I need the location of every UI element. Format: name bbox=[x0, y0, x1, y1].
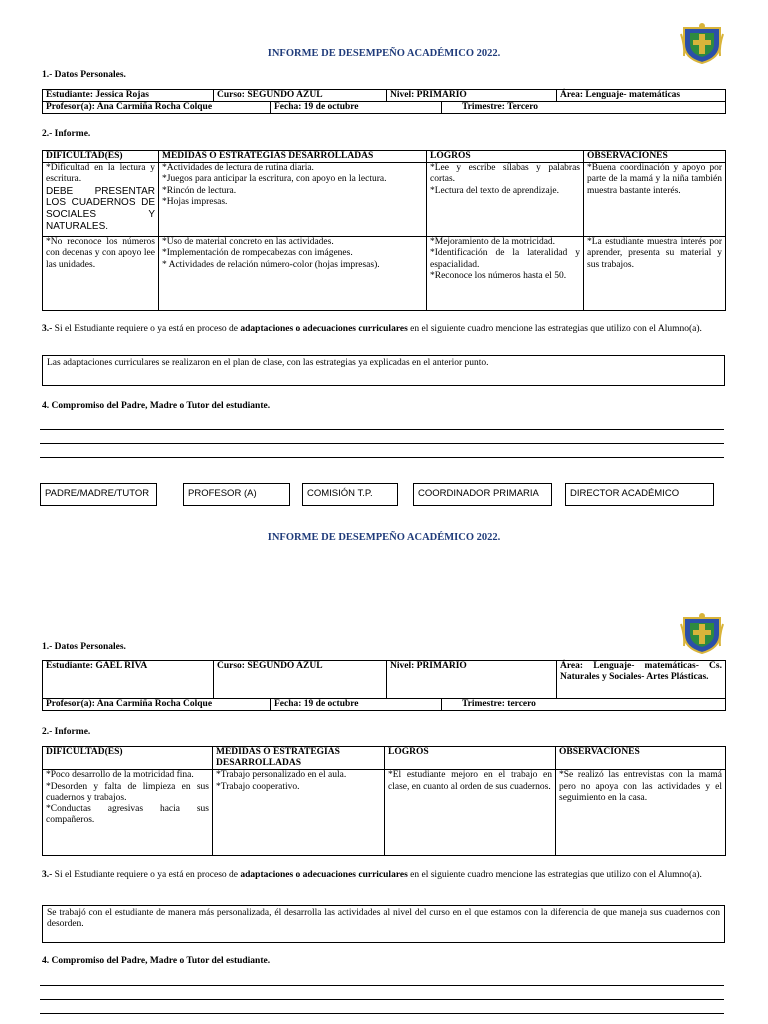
achievement-item: *Lectura del texto de aprendizaje. bbox=[430, 185, 559, 196]
header-achievements: LOGROS bbox=[385, 747, 556, 770]
date: Fecha: 19 de octubre bbox=[271, 102, 442, 114]
report-title: INFORME DE DESEMPEÑO ACADÉMICO 2022. bbox=[267, 48, 501, 59]
teacher: Profesor(a): Ana Carmiña Rocha Colque bbox=[43, 699, 271, 711]
header-strategies: MEDIDAS O ESTRATEGIAS DESARROLLADAS bbox=[159, 151, 427, 163]
signature-commission: COMISIÓN T.P. bbox=[302, 483, 398, 506]
personal-data-table bbox=[42, 660, 725, 711]
writing-line bbox=[40, 443, 724, 444]
level: Nivel: PRIMARIO bbox=[387, 661, 557, 699]
signature-director: DIRECTOR ACADÉMICO bbox=[565, 483, 714, 506]
adaptations-box: Las adaptaciones curriculares se realizaron en el plan de clase, con las estrategias ya explicadas en el anterior punto. bbox=[42, 355, 725, 386]
header-strategies: MEDIDAS O ESTRATEGIAS DESARROLLADAS bbox=[213, 747, 385, 770]
strategy-item: *Implementación de rompecabezas con imágenes. bbox=[162, 248, 353, 259]
section-personal-data: 1.- Datos Personales. bbox=[42, 642, 126, 652]
trimester: Trimestre: Tercero bbox=[442, 102, 726, 114]
observation-item: *Buena coordinación y apoyo por parte de la mamá y la niña también muestra bastante interés. bbox=[587, 163, 722, 196]
difficulty-item: *Poco desarrollo de la motricidad fina. bbox=[46, 770, 194, 781]
section-adaptations: 3.- Si el Estudiante requiere o ya está en proceso de adaptaciones o adecuaciones curriculares en el siguiente cuadro mencione las estrategias que utilizo con el Alumno(a). bbox=[42, 870, 702, 880]
difficulty-item: DEBE PRESENTAR LOS CUADERNOS DE SOCIALES Y NATURALES. bbox=[46, 185, 155, 232]
section-report: 2.- Informe. bbox=[42, 727, 91, 737]
table-row bbox=[43, 163, 726, 237]
report-table bbox=[42, 150, 725, 311]
writing-line bbox=[40, 999, 724, 1000]
strategy-item: *Trabajo cooperativo. bbox=[216, 781, 300, 792]
strategy-item: *Hojas impresas. bbox=[162, 196, 228, 207]
signature-teacher: PROFESOR (A) bbox=[183, 483, 290, 506]
observation-item: *La estudiante muestra interés por aprender, presenta su material y sus trabajos. bbox=[587, 237, 722, 270]
header-observations: OBSERVACIONES bbox=[556, 747, 726, 770]
area: Área: Lenguaje- matemáticas- Cs. Naturales y Sociales- Artes Plásticas. bbox=[557, 661, 726, 699]
signature-parent: PADRE/MADRE/TUTOR bbox=[40, 483, 157, 506]
section-report: 2.- Informe. bbox=[42, 129, 91, 139]
personal-data-table bbox=[42, 89, 725, 114]
difficulty-item: *Desorden y falta de limpieza en sus cuadernos y trabajos. bbox=[46, 781, 209, 803]
difficulty-item: *No reconoce los números con decenas y con apoyo lee las unidades. bbox=[46, 237, 155, 270]
section-personal-data: 1.- Datos Personales. bbox=[42, 70, 126, 80]
strategy-item: *Uso de material concreto en las actividades. bbox=[162, 237, 334, 248]
teacher: Profesor(a): Ana Carmiña Rocha Colque bbox=[43, 102, 271, 114]
header-achievements: LOGROS bbox=[427, 151, 584, 163]
header-difficulties: DIFICULTAD(ES) bbox=[43, 747, 213, 770]
writing-line bbox=[40, 985, 724, 986]
school-crest-icon bbox=[680, 612, 724, 654]
signature-coordinator: COORDINADOR PRIMARIA bbox=[413, 483, 552, 506]
writing-line bbox=[40, 457, 724, 458]
strategy-item: *Actividades de lectura de rutina diaria. bbox=[162, 163, 314, 174]
achievement-item: *Lee y escribe sílabas y palabras cortas. bbox=[430, 163, 580, 185]
writing-line bbox=[40, 429, 724, 430]
section-adaptations: 3.- Si el Estudiante requiere o ya está en proceso de adaptaciones o adecuaciones curriculares en el siguiente cuadro mencione las estrategias que utilizo con el Alumno(a). bbox=[42, 324, 702, 334]
writing-line bbox=[40, 1013, 724, 1014]
strategy-item: *Rincón de lectura. bbox=[162, 185, 237, 196]
achievement-item: *Identificación de la lateralidad y espacialidad. bbox=[430, 248, 580, 270]
strategy-item: *Juegos para anticipar la escritura, con apoyo en la lectura. bbox=[162, 174, 387, 185]
achievement-item: *El estudiante mejoro en el trabajo en clase, en cuanto al orden de sus cuadernos. bbox=[388, 770, 552, 792]
adaptations-box: Se trabajó con el estudiante de manera más personalizada, él desarrolla las actividades al nivel del curso en el que estamos con la diferencia de que maneja sus cuadernos con desorden. bbox=[42, 905, 725, 943]
report-title: INFORME DE DESEMPEÑO ACADÉMICO 2022. bbox=[267, 532, 501, 543]
difficulty-item: *Dificultad en la lectura y escritura. bbox=[46, 163, 155, 185]
student-name: Estudiante: Jessica Rojas bbox=[43, 90, 214, 102]
table-row bbox=[43, 237, 726, 311]
strategy-item: *Trabajo personalizado en el aula. bbox=[216, 770, 347, 781]
achievement-item: *Reconoce los números hasta el 50. bbox=[430, 270, 567, 281]
header-observations: OBSERVACIONES bbox=[584, 151, 726, 163]
achievement-item: *Mejoramiento de la motricidad. bbox=[430, 237, 556, 248]
strategy-item: * Actividades de relación número-color (hojas impresas). bbox=[162, 259, 380, 270]
report-table bbox=[42, 746, 725, 856]
student-name: Estudiante: GAEL RIVA bbox=[43, 661, 214, 699]
difficulty-item: *Conductas agresivas hacia sus compañeros. bbox=[46, 804, 209, 826]
observation-item: *Se realizó las entrevistas con la mamá pero no apoya con las actividades y el seguimiento en la casa. bbox=[559, 770, 722, 803]
date: Fecha: 19 de octubre bbox=[271, 699, 442, 711]
trimester: Trimestre: tercero bbox=[442, 699, 726, 711]
table-row bbox=[43, 770, 726, 856]
area: Área: Lenguaje- matemáticas bbox=[557, 90, 726, 102]
course: Curso: SEGUNDO AZUL bbox=[214, 90, 387, 102]
section-commitment: 4. Compromiso del Padre, Madre o Tutor del estudiante. bbox=[42, 401, 271, 411]
header-difficulties: DIFICULTAD(ES) bbox=[43, 151, 159, 163]
level: Nivel: PRIMARIO bbox=[387, 90, 557, 102]
course: Curso: SEGUNDO AZUL bbox=[214, 661, 387, 699]
section-commitment: 4. Compromiso del Padre, Madre o Tutor del estudiante. bbox=[42, 956, 271, 966]
